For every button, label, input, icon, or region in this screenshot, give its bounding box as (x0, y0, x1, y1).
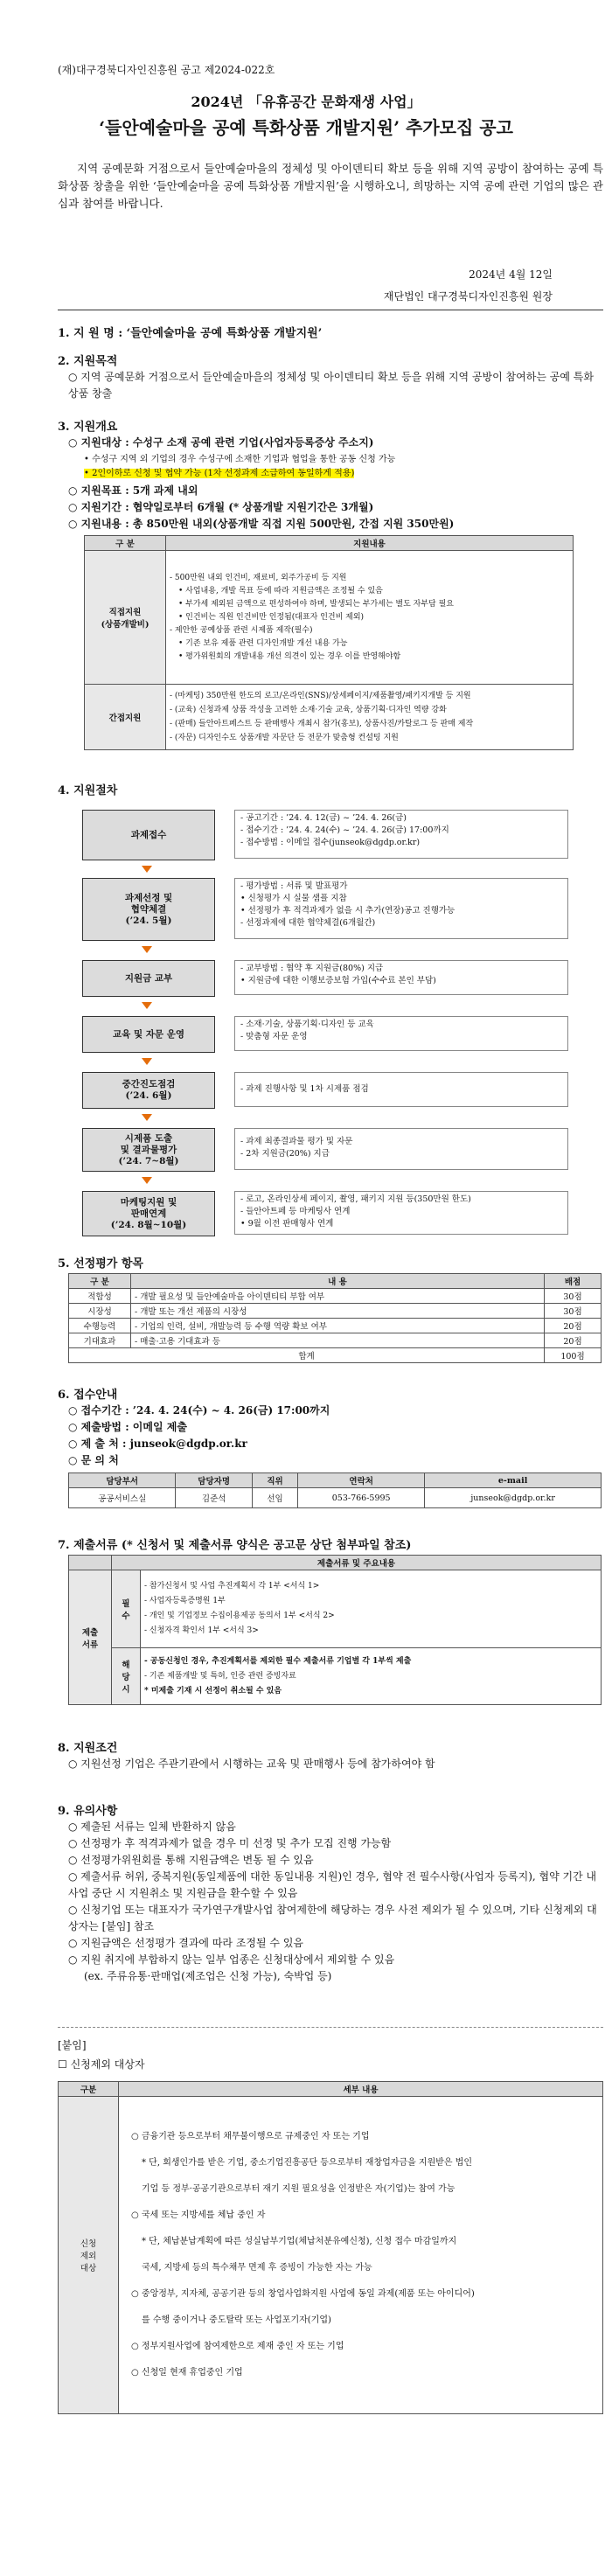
table-header: 연락처 (298, 1473, 425, 1488)
flow-arrow (142, 1002, 152, 1009)
flow-step-desc: - 평가방법 : 서류 및 발표평가 • 신청평가 시 실물 샘플 지참 • 선정평가 후 적격과제가 없을 시 추가(연장)공고 진행가능 - 선정과제에 대한 협약체결(6개월간) (234, 878, 568, 939)
contact-email: junseok@dgdp.or.kr (425, 1488, 602, 1508)
inquiry-label: ○ 문 의 처 (68, 1454, 119, 1466)
list-item: ○ 제출된 서류는 일체 반환하지 않음 (68, 1821, 236, 1833)
notice-list (68, 1819, 603, 1985)
flow-step-desc: - 로고, 온라인상세 페이지, 촬영, 패키지 지원 등(350만원 한도) - 들안아트페 등 마케팅사 연계 • 9월 이전 판매형사 연계 (234, 1191, 568, 1235)
table-header: e-mail (425, 1473, 602, 1488)
conditional-label: 해 당 시 (112, 1648, 141, 1705)
exclusion-table (58, 2081, 603, 2414)
section-2-heading: 2. 지원목적 (58, 355, 118, 368)
flow-arrow (142, 1114, 152, 1121)
table-row: 수행능력 - 기업의 인력, 설비, 개발능력 등 수행 역량 확보 여부 20점 (69, 1319, 602, 1333)
flow-step-box: 과제접수 (82, 810, 215, 860)
indirect-support-line: - (자문) 디자인수도 상품개발 자문단 등 전문가 맞춤형 컨설팅 지원 (170, 734, 399, 742)
table-header: 지원내용 (166, 536, 574, 551)
document-number: (재)대구경북디자인진흥원 공고 제2024-022호 (58, 64, 275, 76)
attachment-title: [붙임] (58, 2039, 87, 2051)
flow-step-box: 마케팅지원 및 판매연계 (’24. 8월~10월) (82, 1191, 215, 1236)
table-total-row: 합계 100점 (69, 1348, 602, 1363)
table-header: 내 용 (131, 1274, 545, 1289)
required-doc: - 신청자격 확인서 1부 <서식 3> (144, 1626, 259, 1635)
receipt-period: ○ 접수기간 : ’24. 4. 24(수) ~ 4. 26(금) 17:00까지 (68, 1404, 330, 1417)
flow-step-box: 교육 및 자문 운영 (82, 1016, 215, 1053)
table-header: 구 분 (85, 536, 166, 551)
issuing-organization: 재단법인 대구경북디자인진흥원 원장 (383, 290, 553, 303)
exclusion-line: ○ 국세 또는 지방세를 체납 중인 자 (131, 2210, 266, 2220)
flow-arrow (142, 946, 152, 953)
section-9-heading: 9. 유의사항 (58, 1805, 118, 1818)
evaluation-table (68, 1273, 602, 1363)
indirect-support-label: 간접지원 (85, 685, 166, 750)
support-target-note-1: • 수성구 지역 외 기업의 경우 수성구에 소재한 기업과 협업을 통한 공동 신청 가능 (84, 455, 396, 464)
table-row: 공공서비스실 김준석 선임 053-766-5995 junseok@dgdp.or.kr (69, 1488, 602, 1508)
submission-email: ○ 제 출 처 : junseok@dgdp.or.kr (68, 1438, 247, 1450)
required-doc: - 참가신청서 및 사업 추진계획서 각 1부 <서식 1> (144, 1582, 320, 1591)
submission-method: ○ 제출방법 : 이메일 제출 (68, 1421, 187, 1433)
conditional-doc: * 미제출 기재 시 선정이 취소될 수 있음 (144, 1686, 282, 1695)
exclusion-line: ○ 금융기관 등으로부터 채무불이행으로 규제중인 자 또는 기업 (131, 2132, 370, 2141)
intro-paragraph: 지역 공예문화 거점으로서 들안예술마을의 정체성 및 아이덴티티 확보 등을 위해 지역 공방이 참여하는 공예 특화상품 창출을 위한 ‘들안예술마을 공예 특화상품 개발지원’을 시행하오니, 희망하는 지역 공예 관련 기업의 많은 관심과 참여를 바랍니다. (58, 162, 603, 210)
list-item: ○ 신청기업 또는 대표자가 국가연구개발사업 참여제한에 해당하는 경우 사전 제외가 될 수 있으며, 기타 신청제외 대상자는 [붙임] 참조 (68, 1904, 597, 1932)
indirect-support-line: - (마케팅) 350만원 한도의 로고/온라인(SNS)/상세페이지/제품촬영/패키지개발 등 지원 (170, 692, 471, 700)
section-1-heading: 1. 지 원 명 : ‘들안예술마을 공예 특화상품 개발지원’ (58, 327, 323, 340)
flow-step-desc: - 과제 최종결과물 평가 및 자문 - 2차 지원금(20%) 지급 (234, 1128, 568, 1170)
support-period: ○ 지원기간 : 협약일로부터 6개월 (* 상품개발 지원기간은 3개월) (68, 501, 374, 513)
required-doc: - 개인 및 기업정보 수집이용제공 동의서 1부 <서식 2> (144, 1612, 335, 1620)
exclusion-line: * 단, 체납분납계획에 따른 성실납부기업(체납처분유예신청), 신청 접수 마감일까지 (142, 2237, 457, 2246)
direct-support-label: 직접지원 (상품개발비) (85, 551, 166, 685)
title-line-1: 2024년 「유휴공간 문화재생 사업」 (191, 94, 421, 110)
flow-step-desc: - 과제 진행사항 및 1차 시제품 점검 (234, 1072, 568, 1107)
list-item: ○ 제출서류 허위, 중복지원(동일제품에 대한 동일내용 지원)인 경우, 협약 전 필수사항(사업자 등록지), 협약 기간 내 사업 중단 시 지원취소 및 지원금을 환수할 수 있음 (68, 1870, 597, 1899)
direct-support-line: • 평가위원회의 개발내용 개선 의견이 있는 경우 이를 반영해야함 (178, 651, 401, 661)
table-row: 기대효과 - 매출·고용 기대효과 등 20점 (69, 1333, 602, 1348)
flow-arrow (142, 1058, 152, 1065)
exclusion-line: ○ 정부지원사업에 참여제한으로 제재 중인 자 또는 기업 (131, 2342, 344, 2351)
indirect-support-line: - (판매) 들안아트페스트 등 판매행사 개최시 참가(홍보), 상품사진/카탈로그 등 판매 제작 (170, 720, 474, 728)
direct-support-line: • 인건비는 직원 인건비만 인정됨(대표자 인건비 제외) (178, 612, 365, 622)
section-8-heading: 8. 지원조건 (58, 1742, 118, 1755)
table-header: 세부 내용 (119, 2082, 603, 2097)
table-header: 직위 (252, 1473, 297, 1488)
contact-table (68, 1472, 602, 1508)
list-item: ○ 선정평가 후 적격과제가 없을 경우 미 선정 및 추가 모집 진행 가능함 (68, 1837, 392, 1849)
flow-step-box: 지원금 교부 (82, 960, 215, 997)
table-header: 담당부서 (69, 1473, 176, 1488)
submission-docs-table (68, 1555, 602, 1705)
section-8-text: ○ 지원선정 기업은 주관기관에서 시행하는 교육 및 판매행사 등에 참가하여야 함 (68, 1758, 435, 1770)
exclusion-line: ○ 신청일 현재 휴업중인 기업 (131, 2368, 243, 2378)
direct-support-line: - 500만원 내외 인건비, 재료비, 외주가공비 등 지원 (170, 573, 347, 582)
direct-support-line: • 부가세 제외된 금액으로 편성하여야 하며, 발생되는 부가세는 별도 자부담 필요 (178, 599, 454, 609)
exclusion-line: ○ 중앙정부, 지자체, 공공기관 등의 창업사업화지원 사업에 동일 과제(제품 또는 아이디어) (131, 2289, 475, 2299)
title-line-2: ‘들안예술마을 공예 특화상품 개발지원’ 추가모집 공고 (99, 117, 513, 138)
list-item: (ex. 주류유통·판매업(제조업은 신청 가능), 숙박업 등) (84, 1970, 332, 1982)
section-7-heading: 7. 제출서류 (* 신청서 및 제출서류 양식은 공고문 상단 첨부파일 참조) (58, 1539, 412, 1552)
support-content-table (84, 535, 574, 750)
table-header: 담당자명 (176, 1473, 252, 1488)
conditional-doc: - 기존 제품개발 및 특허, 인증 관련 증빙자료 (144, 1671, 296, 1681)
docs-left-label: 제출 서류 (69, 1570, 112, 1705)
direct-support-line: - 제안한 공예상품 관련 시제품 제작(필수) (170, 625, 313, 635)
table-row: 적합성 - 개발 필요성 및 들안예술마을 아이덴티티 부합 여부 30점 (69, 1289, 602, 1304)
table-header: 제출서류 및 주요내용 (112, 1556, 602, 1570)
list-item: ○ 지원 취지에 부합하지 않는 일부 업종은 신청대상에서 제외할 수 있음 (68, 1953, 395, 1966)
direct-support-line: • 사업내용, 개발 목표 등에 따라 지원금액은 조정될 수 있음 (178, 586, 383, 595)
exclusion-line: 기업 등 정부·공공기관으로부터 재기 지원 필요성을 인정받은 자(기업)는 참여 가능 (142, 2184, 456, 2194)
exclusion-line: 국세, 지방세 등의 특수채무 면제 후 증빙이 가능한 자는 가능 (142, 2263, 372, 2273)
required-doc: - 사업자등록증명원 1부 (144, 1597, 226, 1605)
attachment-subtitle: ☐ 신청제외 대상자 (58, 2058, 145, 2071)
support-goal: ○ 지원목표 : 5개 과제 내외 (68, 484, 198, 497)
flow-arrow (142, 1177, 152, 1184)
conditional-doc: - 공동신청인 경우, 추진계획서를 제외한 필수 제출서류 기업별 각 1부씩 제출 (144, 1656, 412, 1666)
flow-step-desc: - 공고기간 : ’24. 4. 12(금) ~ ’24. 4. 26(금) - 접수기간 : ’24. 4. 24(수) ~ ’24. 4. 26(금) 17:00까지 - 접수방법 : 이메일 접수(junseok@dgdp.or.kr) (234, 810, 568, 859)
support-target: ○ 지원대상 : 수성구 소재 공예 관련 기업(사업자등록증상 주소지) (68, 436, 374, 449)
flow-step-desc: - 교부방법 : 협약 후 지원금(80%) 지급 • 지원금에 대한 이행보증보험 가입(수수료 본인 부담) (234, 960, 568, 995)
list-item: ○ 선정평가위원회를 통해 지원금액은 변동 될 수 있음 (68, 1854, 314, 1866)
flow-step-box: 중간진도점검 (’24. 6월) (82, 1072, 215, 1109)
required-label: 필 수 (112, 1570, 141, 1648)
list-item: ○ 지원금액은 선정평가 결과에 따라 조정될 수 있음 (68, 1937, 304, 1949)
support-content: ○ 지원내용 : 총 850만원 내외(상품개발 직접 지원 500만원, 간접 지원 350만원) (68, 518, 455, 530)
flow-step-box: 과제선정 및 협약체결 (’24. 5월) (82, 878, 215, 941)
section-3-heading: 3. 지원개요 (58, 421, 118, 434)
table-header: 구 분 (69, 1274, 131, 1289)
section-2-text: ○ 지역 공예문화 거점으로서 들안예술마을의 정체성 및 아이덴티티 확보 등을 위해 지역 공방이 참여하는 공예 특화상품 창출 (68, 371, 594, 400)
exclusion-line: * 단, 회생인가를 받은 기업, 중소기업진흥공단 등으로부터 재창업자금을 지원받은 법인 (142, 2158, 473, 2168)
table-header: 배점 (545, 1274, 602, 1289)
divider (58, 2027, 603, 2028)
flow-step-box: 시제품 도출 및 결과물평가 (’24. 7~8월) (82, 1128, 215, 1172)
section-5-heading: 5. 선정평가 항목 (58, 1257, 143, 1271)
table-row: 시장성 - 개발 또는 개선 제품의 시장성 30점 (69, 1304, 602, 1319)
direct-support-line: • 기존 보유 제품 관련 디자인개발 개선 내용 가능 (178, 638, 348, 648)
table-header: 구분 (59, 2082, 119, 2097)
exclusion-left-label: 신청 제외 대상 (59, 2097, 119, 2414)
support-target-note-2: • 2인이하로 신청 및 협약 가능 (1차 선정과제 소급하여 동일하게 적용) (84, 469, 355, 478)
exclusion-line: 를 수행 중이거나 중도탈락 또는 사업포기자(기업) (142, 2315, 331, 2325)
section-6-heading: 6. 접수안내 (58, 1389, 118, 1402)
indirect-support-line: - (교육) 신청과제 상품 작성을 고려한 소재·기술 교육, 상품기획·디자인 역량 강화 (170, 706, 447, 714)
section-4-heading: 4. 지원절차 (58, 784, 118, 797)
announcement-date: 2024년 4월 12일 (469, 268, 553, 281)
flow-step-desc: - 소재·기술, 상품기획·디자인 등 교육 - 맞춤형 자문 운영 (234, 1016, 568, 1051)
flow-arrow (142, 866, 152, 873)
